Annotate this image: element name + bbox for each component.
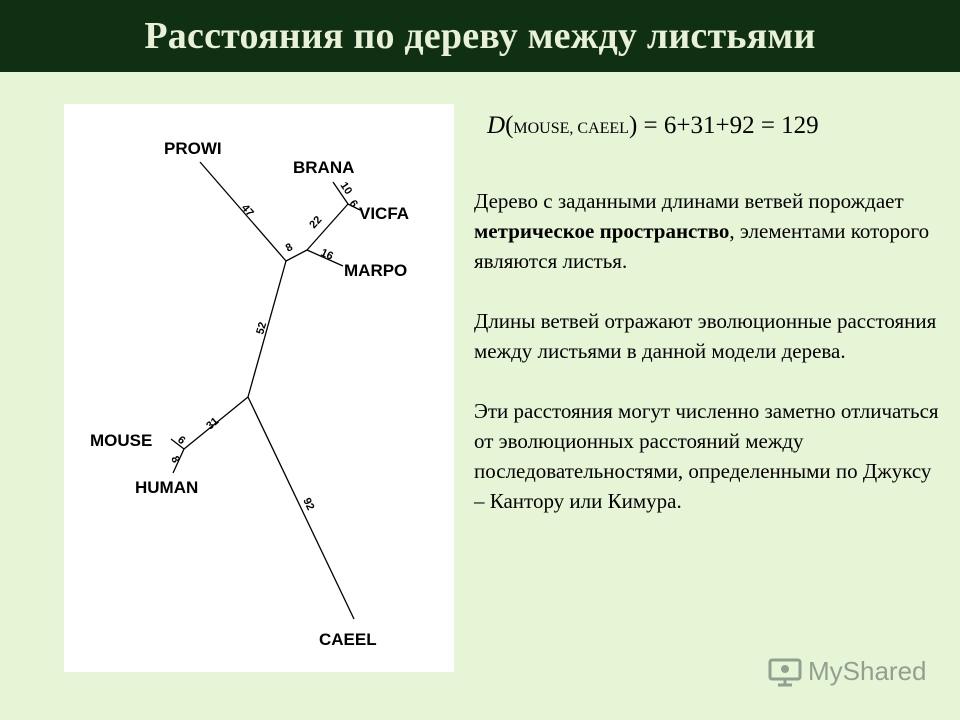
- explanation-text: [474, 186, 944, 546]
- branch-label-brana: 10: [337, 179, 355, 197]
- branch-label-brana-vicfa-stem: 22: [307, 213, 325, 232]
- branch-label-vicfa: 6: [346, 197, 360, 210]
- formula-separator: ,: [569, 120, 578, 137]
- formula-open-paren: (: [505, 112, 514, 139]
- paragraph-metric-space: [474, 186, 944, 276]
- leaf-brana: BRANA: [293, 158, 355, 177]
- branch-label-mouse-human-stem: 31: [204, 415, 222, 433]
- paragraph-distances: Эти расстояния могут численно заметно отличаться от эволюционных расстояний между последовательностями, определенными по Джуксу – Кантору или Кимура.: [474, 399, 939, 513]
- slide-title: Расстояния по дереву между листьями: [144, 15, 816, 57]
- branch-label-human: 8: [168, 454, 182, 465]
- leaf-vicfa: VICFA: [359, 204, 410, 223]
- branch-caeel: [248, 397, 354, 619]
- leaf-human: HUMAN: [135, 478, 199, 497]
- tree-panel: [64, 104, 454, 672]
- paragraph-1-start: Дерево с заданными длинами ветвей порождает: [474, 189, 904, 213]
- branch-label-mouse: 6: [175, 433, 188, 448]
- branch-label-upper-inner: 8: [283, 241, 295, 255]
- watermark-text: MyShared: [808, 656, 927, 686]
- leaf-marpo: MARPO: [344, 261, 408, 280]
- distance-formula: [487, 112, 947, 140]
- watermark: [768, 656, 927, 687]
- leaf-mouse: MOUSE: [90, 431, 153, 450]
- branch-label-caeel: 92: [300, 496, 317, 513]
- formula-result: = 6+31+92 = 129: [637, 112, 819, 139]
- paragraph-1-end: , элементами которого являются листья.: [474, 219, 930, 273]
- formula-d: D: [487, 112, 506, 139]
- phylogenetic-tree: [64, 104, 454, 672]
- leaf-caeel: CAEEL: [319, 630, 377, 649]
- formula-arg-caeel: CAEEL: [577, 120, 629, 137]
- paragraph-branch-lengths: Длины ветвей отражают эволюционные расстояния между листьями в данной модели дерева.: [474, 309, 937, 363]
- branch-label-mid: 52: [254, 320, 270, 336]
- term-metric-space: метрическое пространство: [474, 219, 730, 243]
- formula-close-paren: ): [628, 112, 638, 139]
- branch-label-marpo: 16: [318, 246, 335, 263]
- formula-arg-mouse: MOUSE: [513, 120, 570, 137]
- presentation-icon: [768, 657, 802, 687]
- title-bar: [0, 0, 960, 72]
- branch-label-prowi: 47: [238, 202, 256, 220]
- leaf-prowi: PROWI: [164, 139, 222, 158]
